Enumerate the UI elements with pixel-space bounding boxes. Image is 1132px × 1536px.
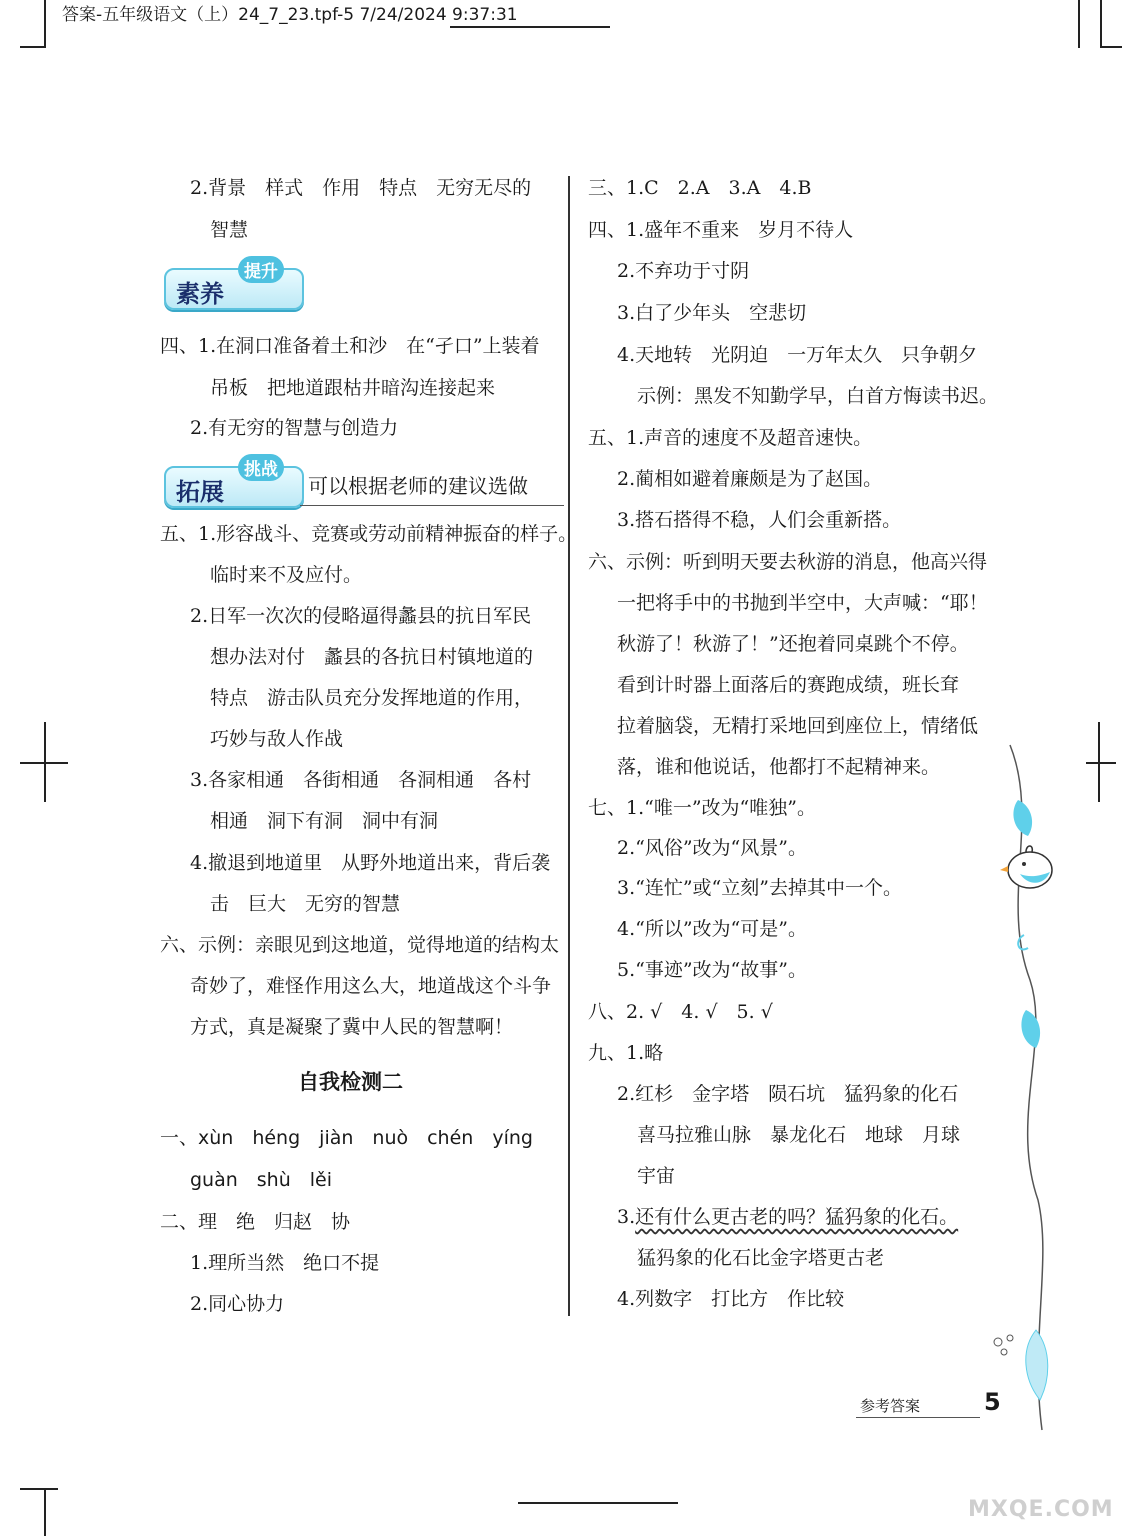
section-badge-tuozhan [164,460,304,508]
leaf-icon [1026,1330,1048,1400]
badge-sub-label: 挑战 [238,454,284,481]
answer-line: 3.搭石搭得不稳，人们会重新搭。 [617,509,902,531]
answer-line: 3.白了少年头 空悲切 [617,302,807,324]
answer-line: 2.红杉 金字塔 陨石坑 猛犸象的化石 [617,1083,959,1105]
badge-note: 可以根据老师的建议选做 [308,474,528,498]
answer-line: 2.有无穷的智慧与创造力 [190,417,399,439]
answer-line: 巧妙与敌人作战 [210,728,344,750]
crop-mark [518,1502,678,1504]
crop-mark [1100,0,1102,48]
leaf-icon [1021,1010,1040,1048]
answer-line: 五、1.形容战斗、竞赛或劳动前精神振奋的样子。 [160,523,578,545]
crop-mark [1100,46,1122,48]
crop-mark [450,26,610,28]
decorative-vine [990,740,1080,1440]
answer-line: 2.“风俗”改为“风景”。 [617,837,807,859]
badge-underline [300,505,564,506]
footer-rule [856,1417,980,1418]
page-number: 5 [984,1388,1001,1416]
answer-line: 一把将手中的书抛到半空中，大声喊：“耶！ [617,592,988,614]
answer-line: 智慧 [210,219,249,241]
swirl-icon [1018,935,1028,949]
pinyin-line: guàn shù lěi [190,1169,333,1191]
answer-line: 临时来不及应付。 [210,564,363,586]
answer-line: 2.蔺相如避着廉颇是为了赵国。 [617,468,883,490]
answer-line: 看到计时器上面落后的赛跑成绩，班长耷 [617,674,960,696]
answer-line: 4.“所以”改为“可是”。 [617,918,807,940]
crop-mark [20,46,46,48]
answer-line [617,1205,958,1229]
badge-main-label: 素养 [176,280,224,308]
crop-mark [20,1488,58,1490]
answer-line: 五、1.声音的速度不及超音速快。 [588,427,873,449]
watermark: MXQE.COM [968,1497,1114,1522]
answer-line: 2.不弃功于寸阴 [617,260,750,282]
column-divider [568,176,570,1316]
crop-mark [1078,0,1080,48]
answer-line: 特点 游击队员充分发挥地道的作用， [210,687,534,709]
answer-line: 落，谁和他说话，他都打不起精神来。 [617,756,941,778]
answer-line: 3.“连忙”或“立刻”去掉其中一个。 [617,877,902,899]
bubbles-icon [994,1335,1013,1355]
badge-main-label: 拓展 [176,478,224,506]
answer-line: 秋游了！秋游了！”还抱着同桌跳个不停。 [617,633,969,655]
file-header: 答案-五年级语文（上）24_7_23.tpf-5 7/24/2024 9:37:31 [62,5,518,25]
crop-mark [44,0,46,48]
pinyin-line: 一、xùn héng jiàn nuò chén yíng [160,1127,533,1149]
answer-line: 2.背景 样式 作用 特点 无穷无尽的 [190,177,532,199]
answer-line: 四、1.在洞口准备着土和沙 在“孑口”上装着 [160,335,540,357]
answer-line: 吊板 把地道跟枯井暗沟连接起来 [210,377,496,399]
crop-mark [44,1488,46,1536]
answer-line: 方式，真是凝聚了冀中人民的智慧啊！ [190,1016,514,1038]
section-title: 自我检测二 [298,1070,403,1094]
crop-mark [1086,762,1116,764]
answer-line: 七、1.“唯一”改为“唯独”。 [588,797,816,819]
answer-line: 1.理所当然 绝口不提 [190,1252,380,1274]
answer-line: 四、1.盛年不重来 岁月不待人 [588,219,854,241]
answer-line: 喜马拉雅山脉 暴龙化石 地球 月球 [637,1124,961,1146]
answer-line: 宇宙 [637,1165,676,1187]
answer-line: 六、示例：亲眼见到这地道，觉得地道的结构太 [160,934,560,956]
crop-mark [20,762,68,764]
answer-line: 想办法对付 蠡县的各抗日村镇地道的 [210,646,534,668]
answer-line: 三、1.C 2.A 3.A 4.B [588,177,812,199]
answer-line: 2.日军一次次的侵略逼得蠡县的抗日军民 [190,605,532,627]
answer-line: 2.同心协力 [190,1293,285,1315]
answer-line: 拉着脑袋，无精打采地回到座位上，情绪低 [617,715,979,737]
answer-line: 4.撤退到地道里 从野外地道出来，背后袭 [190,852,551,874]
answer-line: 击 巨大 无穷的智慧 [210,893,401,915]
answer-line: 奇妙了，难怪作用这么大，地道战这个斗争 [190,975,552,997]
answer-line: 相通 洞下有洞 洞中有洞 [210,810,439,832]
item-number: 3. [617,1206,636,1228]
bird-icon [1000,846,1052,888]
leaf-icon [1013,800,1032,836]
footer-label: 参考答案 [860,1397,921,1415]
answer-line: 4.列数字 打比方 作比较 [617,1288,845,1310]
underlined-answer: 还有什么更古老的吗？猛犸象的化石。 [635,1206,959,1228]
answer-line: 3.各家相通 各街相通 各洞相通 各村 [190,769,532,791]
answer-line: 猛犸象的化石比金字塔更古老 [637,1247,885,1269]
answer-line: 示例：黑发不知勤学早，白首方悔读书迟。 [637,385,999,407]
answer-line: 九、1.略 [588,1042,664,1064]
badge-sub-label: 提升 [238,256,284,283]
answer-line: 4.天地转 光阴迫 一万年太久 只争朝夕 [617,344,978,366]
answer-line: 六、示例：听到明天要去秋游的消息，他高兴得 [588,551,988,573]
answer-line: 八、2. √ 4. √ 5. √ [588,1001,773,1023]
section-badge-suyang [164,262,304,310]
answer-line: 二、理 绝 归赵 协 [160,1211,351,1233]
answer-line: 5.“事迹”改为“故事”。 [617,959,807,981]
